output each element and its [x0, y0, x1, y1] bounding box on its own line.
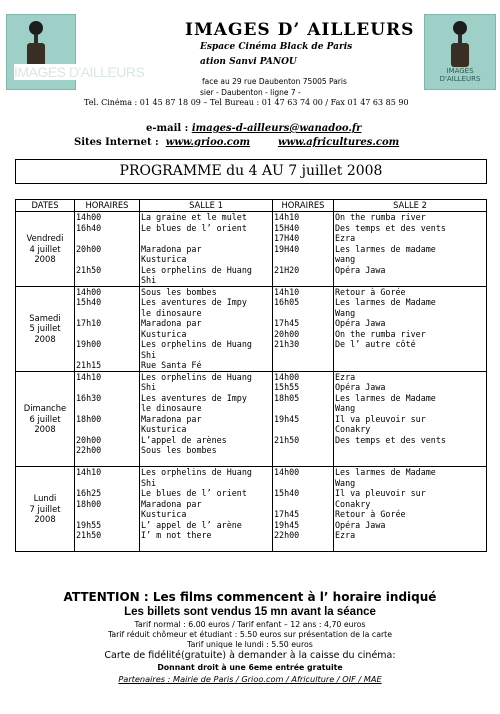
address-line: face au 29 rue Daubenton 75005 Paris [202, 77, 347, 86]
salle-2-cell: On the rumba river [334, 212, 487, 223]
salle-1-cell [140, 541, 273, 552]
salle-2-cell: Wang [334, 403, 487, 414]
date-line: 2008 [34, 333, 56, 344]
left-logo-caption: IMAGES D'AILLEURS [14, 64, 145, 80]
date-cell [16, 371, 75, 467]
salle-2-cell: Les larmes de madame [334, 244, 487, 255]
subtitle: Espace Cinéma Black de Paris [200, 42, 353, 52]
table-row [16, 371, 487, 382]
horaire-1-cell: 17h10 [75, 318, 140, 329]
salle-1-cell: Sous les bombes [140, 445, 273, 456]
phone-line: Tel. Cinéma : 01 45 87 18 09 – Tel Bureau : 01 47 63 74 00 / Fax 01 47 63 85 90 [84, 98, 409, 107]
partenaires-line [0, 674, 500, 684]
page-title: IMAGES D’ AILLEURS [185, 20, 415, 40]
horaire-1-cell: 20h00 [75, 435, 140, 446]
director-line: ation Sanvi PANOU [200, 57, 297, 67]
salle-1-cell: Kusturica [140, 509, 273, 520]
table-row [16, 223, 487, 234]
date-line: Vendredi [26, 233, 64, 243]
horaire-2-cell: 15h40 [273, 488, 334, 499]
salle-1-cell: Les aventures de Impy [140, 393, 273, 404]
salle-1-cell: Les orphelins de Huang [140, 339, 273, 350]
horaire-1-cell: 19h55 [75, 520, 140, 531]
date-line: 2008 [34, 514, 56, 525]
horaire-1-cell: 21h15 [75, 360, 140, 371]
date-cell [16, 467, 75, 552]
salle-1-cell: Shi [140, 382, 273, 393]
salle-2-cell: Il va pleuvoir sur [334, 488, 487, 499]
table-row [16, 509, 487, 520]
date-line: 2008 [34, 424, 56, 434]
horaire-1-cell [75, 275, 140, 286]
horaire-2-cell [273, 424, 334, 435]
salle-1-cell: Maradona par [140, 499, 273, 510]
metro-line: sier - Daubenton - ligne 7 - [200, 88, 301, 97]
horaire-2-cell [273, 456, 334, 467]
horaire-2-cell: 21h50 [273, 435, 334, 446]
billets-notice: Les billets sont vendus 15 mn avant la séance [124, 606, 376, 618]
horaire-2-cell: 14h00 [273, 467, 334, 478]
horaire-1-cell [75, 308, 140, 319]
horaire-2-cell: 14h10 [273, 286, 334, 297]
email-label: e-mail : [146, 123, 189, 134]
salle-1-cell: Maradona par [140, 318, 273, 329]
salle-2-cell: Wang [334, 478, 487, 489]
salle-2-cell: Il va pleuvoir sur [334, 414, 487, 425]
salle-1-cell: La graine et le mulet [140, 212, 273, 223]
salle-1-cell: L’ appel de l’ arène [140, 520, 273, 531]
horaire-1-cell: 16h30 [75, 393, 140, 404]
date-line: Lundi [33, 493, 57, 504]
salle-2-cell [334, 541, 487, 552]
salle-1-cell: Kusturica [140, 424, 273, 435]
table-row [16, 382, 487, 393]
table-row [16, 499, 487, 510]
salle-2-cell: Conakry [334, 499, 487, 510]
date-cell [16, 286, 75, 371]
salle-1-cell: Les orphelins de Huang [140, 265, 273, 276]
horaire-1-cell: 14h00 [75, 286, 140, 297]
date-line: 7 juillet [29, 503, 61, 514]
site-link-africultures[interactable]: www.africultures.com [277, 137, 400, 148]
horaire-2-cell: 14h00 [273, 371, 334, 382]
salle-1-cell: Sous les bombes [140, 286, 273, 297]
salle-2-cell: Ezra [334, 233, 487, 244]
salle-1-cell: le dinosaure [140, 403, 273, 414]
table-header-row [16, 200, 487, 212]
sites-label: Sites Internet : [74, 137, 159, 148]
date-line: Samedi [29, 312, 61, 323]
horaire-1-cell [75, 541, 140, 552]
salle-1-cell: Le blues de l’ orient [140, 488, 273, 499]
horaire-2-cell [273, 275, 334, 286]
horaire-1-cell [75, 233, 140, 244]
salle-2-cell: Retour à Gorée [334, 509, 487, 520]
horaire-2-cell: 20h00 [273, 329, 334, 340]
salle-2-cell: Conakry [334, 424, 487, 435]
salle-1-cell: Kusturica [140, 329, 273, 340]
salle-2-cell: Opéra Jawa [334, 382, 487, 393]
table-row [16, 403, 487, 414]
horaire-1-cell: 15h40 [75, 297, 140, 308]
table-row [16, 360, 487, 371]
date-line: Dimanche [23, 403, 67, 413]
salle-1-cell: Shi [140, 275, 273, 286]
table-row [16, 541, 487, 552]
horaire-1-cell: 21h50 [75, 530, 140, 541]
salle-2-cell: Les larmes de Madame [334, 467, 487, 478]
horaire-2-cell: 15H40 [273, 223, 334, 234]
horaire-2-cell: 17H40 [273, 233, 334, 244]
horaire-2-cell [273, 254, 334, 265]
date-line: 5 juillet [29, 323, 61, 334]
horaire-2-cell [273, 445, 334, 456]
table-row [16, 244, 487, 255]
horaire-2-cell: 16h05 [273, 297, 334, 308]
right-logo-caption: IMAGES D'AILLEURS [439, 67, 481, 83]
table-row [16, 435, 487, 446]
horaire-2-cell: 19H40 [273, 244, 334, 255]
salle-2-cell [334, 445, 487, 456]
table-row [16, 478, 487, 489]
horaire-2-cell [273, 541, 334, 552]
table-row [16, 254, 487, 265]
header-salle-2: SALLE 2 [334, 200, 487, 212]
salle-1-cell: Les aventures de Impy [140, 297, 273, 308]
programme-title: PROGRAMME du 4 AU 7 juillet 2008 [119, 163, 383, 179]
tarif-reduit: Tarif réduit chômeur et étudiant : 5.50 euros sur présentation de la carte [107, 630, 393, 639]
salle-1-cell: Maradona par [140, 414, 273, 425]
attention-notice: ATTENTION : Les films commencent à l’ horaire indiqué [63, 590, 437, 604]
horaire-2-cell: 18h05 [273, 393, 334, 404]
salle-2-cell: De l’ autre côté [334, 339, 487, 350]
salle-1-cell: Les orphelins de Huang [140, 467, 273, 478]
salle-1-cell [140, 456, 273, 467]
date-line: 2008 [34, 254, 56, 264]
horaire-2-cell [273, 499, 334, 510]
table-row [16, 467, 487, 478]
horaire-2-cell [273, 478, 334, 489]
horaire-2-cell: 21h30 [273, 339, 334, 350]
horaire-1-cell [75, 478, 140, 489]
salle-1-cell: Kusturica [140, 254, 273, 265]
salle-2-cell: Les larmes de Madame [334, 393, 487, 404]
horaire-1-cell: 22h00 [75, 445, 140, 456]
table-row [16, 212, 487, 223]
horaire-1-cell: 14h10 [75, 371, 140, 382]
tarif-unique: Tarif unique le lundi : 5.50 euros [187, 640, 313, 649]
salle-2-cell: Ezra [334, 530, 487, 541]
table-row [16, 265, 487, 276]
salle-2-cell: wang [334, 254, 487, 265]
salle-1-cell: Rue Santa Fé [140, 360, 273, 371]
schedule-table [15, 199, 487, 552]
horaire-1-cell [75, 456, 140, 467]
horaire-1-cell: 19h00 [75, 339, 140, 350]
email-link[interactable]: images-d-ailleurs@wanadoo.fr [191, 123, 362, 134]
salle-2-cell: Des temps et des vents [334, 435, 487, 446]
salle-2-cell: Les larmes de Madame [334, 297, 487, 308]
horaire-2-cell [273, 403, 334, 414]
horaire-2-cell: 15h55 [273, 382, 334, 393]
horaire-1-cell [75, 329, 140, 340]
horaire-1-cell [75, 403, 140, 414]
salle-2-cell: Retour à Gorée [334, 286, 487, 297]
horaire-1-cell [75, 350, 140, 361]
table-row [16, 520, 487, 531]
salle-2-cell [334, 350, 487, 361]
salle-2-cell: Opéra Jawa [334, 318, 487, 329]
header-dates: DATES [16, 200, 75, 212]
table-row [16, 308, 487, 319]
salle-1-cell: L’appel de arènes [140, 435, 273, 446]
salle-2-cell: Opéra Jawa [334, 265, 487, 276]
salle-1-cell: Shi [140, 478, 273, 489]
table-row [16, 424, 487, 435]
horaire-1-cell: 21h50 [75, 265, 140, 276]
carte-fidelite: Carte de fidélité(gratuite) à demander à la caisse du cinéma: [104, 650, 396, 661]
salle-2-cell [334, 456, 487, 467]
horaire-2-cell: 17h45 [273, 318, 334, 329]
date-line: 6 juillet [29, 413, 61, 424]
table-row [16, 286, 487, 297]
horaire-2-cell: 17h45 [273, 509, 334, 520]
horaire-1-cell: 16h40 [75, 223, 140, 234]
horaire-2-cell: 22h00 [273, 530, 334, 541]
salle-2-cell: Wang [334, 308, 487, 319]
salle-2-cell: Des temps et des vents [334, 223, 487, 234]
partenaires-label: Partenaires [118, 674, 166, 684]
horaire-1-cell: 20h00 [75, 244, 140, 255]
salle-1-cell: I’ m not there [140, 530, 273, 541]
table-row [16, 275, 487, 286]
salle-1-cell [140, 233, 273, 244]
salle-1-cell: Maradona par [140, 244, 273, 255]
table-row [16, 318, 487, 329]
horaire-1-cell [75, 509, 140, 520]
salle-1-cell: Le blues de l’ orient [140, 223, 273, 234]
salle-2-cell: Ezra [334, 371, 487, 382]
salle-2-cell [334, 275, 487, 286]
horaire-1-cell: 18h00 [75, 499, 140, 510]
horaire-1-cell: 16h25 [75, 488, 140, 499]
horaire-1-cell: 14h10 [75, 467, 140, 478]
horaire-2-cell [273, 350, 334, 361]
partenaires-list: : Mairie de Paris / Grioo.com / Africulture / OIF / MAE [165, 674, 382, 684]
table-row [16, 350, 487, 361]
date-line: 4 juillet [29, 243, 61, 254]
tarif-normal: Tarif normal : 6.00 euros / Tarif enfant – 12 ans : 4,70 euros [134, 620, 366, 629]
table-row [16, 339, 487, 350]
table-row [16, 456, 487, 467]
horaire-1-cell [75, 424, 140, 435]
horaire-2-cell: 19h45 [273, 414, 334, 425]
header-horaires-1: HORAIRES [75, 200, 140, 212]
horaire-1-cell: 18h00 [75, 414, 140, 425]
site-link-grioo[interactable]: www.grioo.com [165, 137, 251, 148]
horaire-2-cell [273, 360, 334, 371]
table-row [16, 445, 487, 456]
horaire-2-cell [273, 308, 334, 319]
table-row [16, 414, 487, 425]
programme-title-box [15, 159, 487, 184]
date-cell [16, 212, 75, 287]
salle-2-cell [334, 360, 487, 371]
right-logo-image [424, 14, 496, 90]
horaire-1-cell [75, 254, 140, 265]
horaire-2-cell: 19h45 [273, 520, 334, 531]
donnant-droit: Donnant droit à une 6eme entrée gratuite [157, 663, 343, 672]
header-salle-1: SALLE 1 [140, 200, 273, 212]
table-row [16, 530, 487, 541]
horaire-1-cell [75, 382, 140, 393]
horaire-1-cell: 14h00 [75, 212, 140, 223]
table-row [16, 393, 487, 404]
horaire-2-cell: 21H20 [273, 265, 334, 276]
table-row [16, 233, 487, 244]
salle-1-cell: Les orphelins de Huang [140, 371, 273, 382]
header-horaires-2: HORAIRES [273, 200, 334, 212]
table-row [16, 297, 487, 308]
table-row [16, 488, 487, 499]
salle-1-cell: Shi [140, 350, 273, 361]
table-row [16, 329, 487, 340]
horaire-2-cell: 14h10 [273, 212, 334, 223]
salle-1-cell: le dinosaure [140, 308, 273, 319]
salle-2-cell: Opéra Jawa [334, 520, 487, 531]
salle-2-cell: On the rumba river [334, 329, 487, 340]
